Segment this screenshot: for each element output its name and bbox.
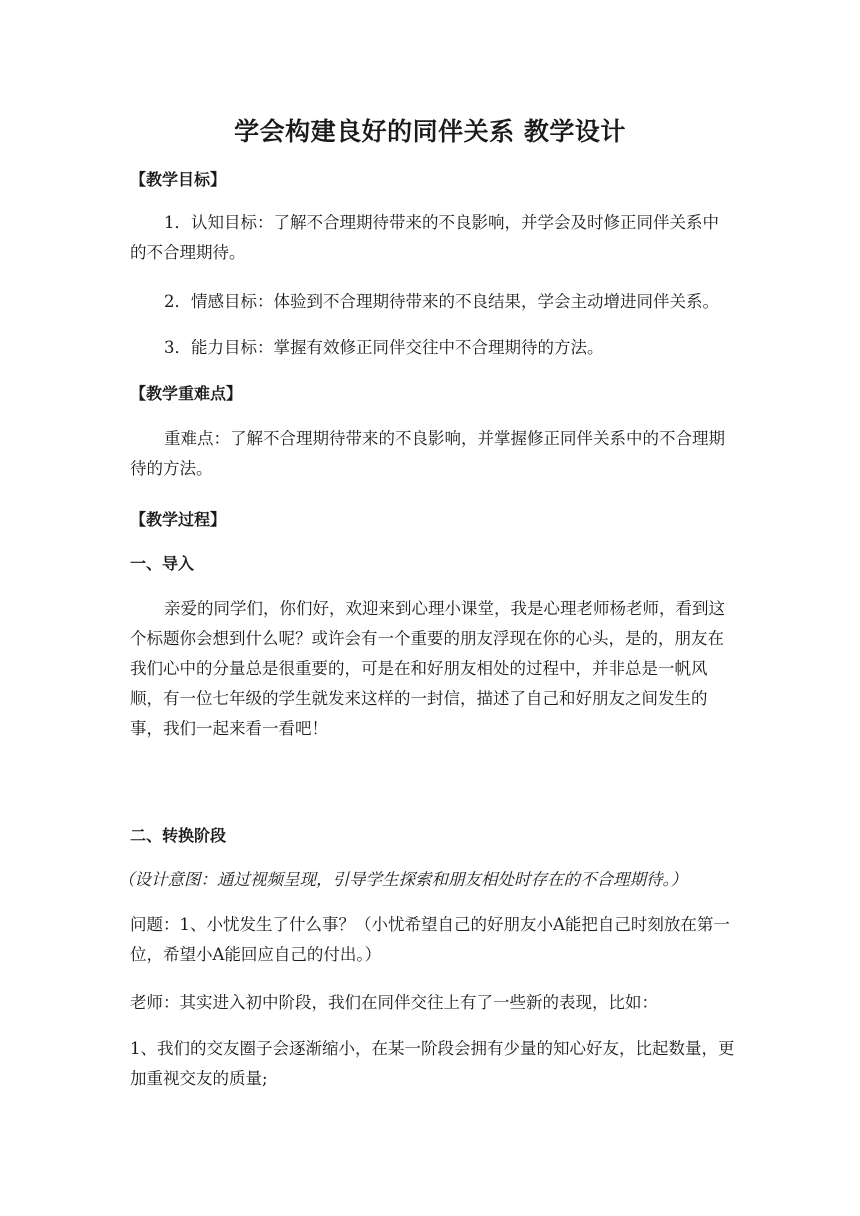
keypoints-heading: 【教学重难点】 xyxy=(130,384,243,403)
objective-1: 1．认知目标：了解不合理期待带来的不良影响，并学会及时修正同伴关系中的不合理期待。 xyxy=(130,213,719,262)
section-1-text: 亲爱的同学们，你们好，欢迎来到心理小课堂，我是心理老师杨老师，看到这个标题你会想到什么呢？或许会有一个重要的朋友浮现在你的心头，是的，朋友在我们心中的分量总是很重要的，可是在和好朋友相处的过程中，并非总是一帆风顺，有一位七年级的学生就发来这样的一封信，描述了自己和好朋友之间发生的事，我们一起来看一看吧！ xyxy=(130,599,725,738)
design-intent: （设计意图：通过视频呈现，引导学生探索和朋友相处时存在的不合理期待。） xyxy=(118,870,688,889)
process-heading: 【教学过程】 xyxy=(130,510,227,529)
objectives-heading: 【教学目标】 xyxy=(130,170,227,189)
document-title: 学会构建良好的同伴关系 教学设计 xyxy=(234,117,626,146)
question-1: 问题：1、小忧发生了什么事？（小忧希望自己的好朋友小A能把自己时刻放在第一位，希望小A能回应自己的付出。） xyxy=(130,915,730,964)
point-1: 1、我们的交友圈子会逐渐缩小，在某一阶段会拥有少量的知心好友，比起数量，更加重视交友的质量; xyxy=(130,1039,735,1088)
section-1-heading: 一、导入 xyxy=(130,554,195,573)
objective-3: 3．能力目标：掌握有效修正同伴交往中不合理期待的方法。 xyxy=(164,338,604,357)
keypoints-text: 重难点：了解不合理期待带来的不良影响，并掌握修正同伴关系中的不合理期待的方法。 xyxy=(130,429,725,478)
objective-2: 2．情感目标：体验到不合理期待带来的不良结果，学会主动增进同伴关系。 xyxy=(164,292,719,311)
section-2-heading: 二、转换阶段 xyxy=(130,826,227,845)
teacher-text: 老师：其实进入初中阶段，我们在同伴交往上有了一些新的表现，比如： xyxy=(130,993,658,1012)
